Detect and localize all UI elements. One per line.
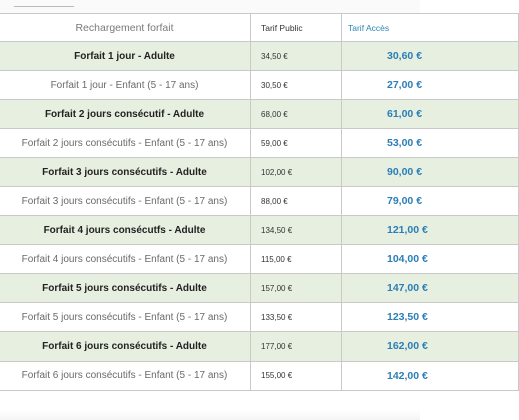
pricing-table: [0, 13, 519, 391]
table-row: [0, 216, 519, 245]
forfait-name: Forfait 3 jours consécutifs - Adulte: [0, 158, 251, 187]
tarif-acces-value: 121,00 €: [342, 216, 519, 245]
table-header-row: [0, 14, 519, 42]
tarif-public-value: 59,00 €: [251, 129, 342, 158]
forfait-name: Forfait 1 jour - Adulte: [0, 42, 251, 71]
tarif-public-value: 68,00 €: [251, 100, 342, 129]
forfait-name: Forfait 4 jours consécutfs - Adulte: [0, 216, 251, 245]
tarif-public-value: 102,00 €: [251, 158, 342, 187]
tarif-acces-value: 142,00 €: [342, 361, 519, 390]
forfait-name: Forfait 4 jours consécutifs - Enfant (5 - 17 ans): [0, 245, 251, 274]
tarif-acces-value: 90,00 €: [342, 158, 519, 187]
forfait-name: Forfait 3 jours consécutifs - Enfant (5 - 17 ans): [0, 187, 251, 216]
tarif-public-value: 88,00 €: [251, 187, 342, 216]
table-row: [0, 129, 519, 158]
tarif-acces-value: 123,50 €: [342, 303, 519, 332]
table-row: [0, 100, 519, 129]
header-rechargement: Rechargement forfait: [0, 14, 251, 42]
tarif-acces-value: 147,00 €: [342, 274, 519, 303]
document-top-edge: [0, 0, 420, 14]
tarif-public-value: 155,00 €: [251, 361, 342, 390]
forfait-name: Forfait 2 jours consécutifs - Enfant (5 - 17 ans): [0, 129, 251, 158]
tarif-public-value: 30,50 €: [251, 71, 342, 100]
forfait-name: Forfait 2 jours consécutif - Adulte: [0, 100, 251, 129]
header-tarif-acces: Tarif Accès: [342, 14, 519, 42]
tarif-acces-value: 61,00 €: [342, 100, 519, 129]
cropped-text-fragment: [14, 0, 74, 7]
page-bottom-edge: [0, 410, 420, 420]
tarif-public-value: 34,50 €: [251, 42, 342, 71]
tarif-public-value: 115,00 €: [251, 245, 342, 274]
table-row: [0, 361, 519, 390]
table-row: [0, 332, 519, 361]
tarif-acces-value: 53,00 €: [342, 129, 519, 158]
tarif-acces-value: 104,00 €: [342, 245, 519, 274]
forfait-name: Forfait 1 jour - Enfant (5 - 17 ans): [0, 71, 251, 100]
table-row: [0, 158, 519, 187]
table-row: [0, 71, 519, 100]
tarif-public-value: 177,00 €: [251, 332, 342, 361]
table-body: [0, 42, 519, 391]
header-tarif-public: Tarif Public: [251, 14, 342, 42]
table-row: [0, 303, 519, 332]
table-row: [0, 42, 519, 71]
tarif-public-value: 157,00 €: [251, 274, 342, 303]
forfait-name: Forfait 5 jours consécutifs - Enfant (5 - 17 ans): [0, 303, 251, 332]
forfait-name: Forfait 6 jours consécutifs - Enfant (5 - 17 ans): [0, 361, 251, 390]
tarif-public-value: 133,50 €: [251, 303, 342, 332]
tarif-acces-value: 27,00 €: [342, 71, 519, 100]
table-row: [0, 274, 519, 303]
tarif-public-value: 134,50 €: [251, 216, 342, 245]
forfait-name: Forfait 6 jours consécutifs - Adulte: [0, 332, 251, 361]
tarif-acces-value: 162,00 €: [342, 332, 519, 361]
forfait-name: Forfait 5 jours consécutifs - Adulte: [0, 274, 251, 303]
table-row: [0, 245, 519, 274]
tarif-acces-value: 30,60 €: [342, 42, 519, 71]
tarif-acces-value: 79,00 €: [342, 187, 519, 216]
table-row: [0, 187, 519, 216]
